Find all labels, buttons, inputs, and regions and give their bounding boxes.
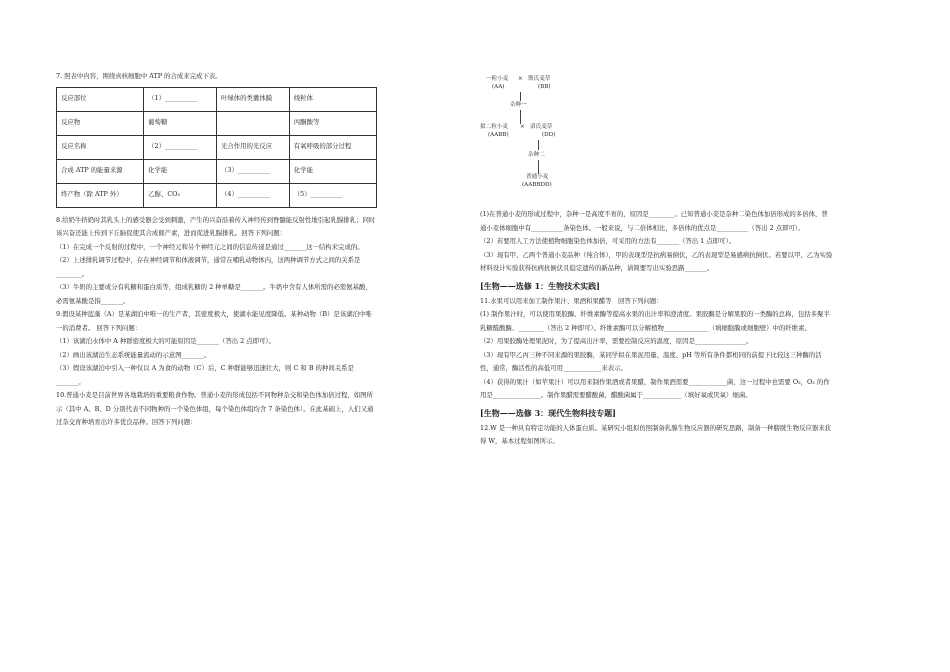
genome-bb: (BB) xyxy=(538,84,551,90)
table-cell: （1）__________ xyxy=(144,87,217,111)
question-11-2: （2）用果胶酶处理果泥时，为了提高出汁率，需要控制反应的温度，原因是________________。 xyxy=(480,337,753,345)
hybrid-one: 杂种一 xyxy=(510,102,527,108)
parent-tetraploid: 拟二粒小麦 xyxy=(480,124,508,130)
arrow-line xyxy=(538,140,539,150)
table-row xyxy=(57,87,377,111)
arrow-line xyxy=(538,160,539,174)
table-cell: 乙醇、CO₂ xyxy=(144,183,217,207)
genome-dd: (DD) xyxy=(542,132,556,138)
hybrid-two: 杂种二 xyxy=(528,152,545,158)
question-8-2: （2）上述排乳调节过程中，存在神经调节和体液调节，通常在哺乳动物体内，这两种调节方式之间的关系是________。 xyxy=(56,256,361,278)
table-cell: 合成 ATP 的能量来源 xyxy=(57,159,144,183)
cross-symbol: × xyxy=(520,124,525,130)
question-9-1: （1）该湖泊水体中 A 种群密度极大的可能原因是_______（答出 2 点即可）。 xyxy=(56,337,275,345)
arrow-line xyxy=(520,92,521,101)
table-cell: 化学能 xyxy=(144,159,217,183)
parent-aegilops-tauschii: 滔氏麦草 xyxy=(530,124,553,130)
genome-aabbdd: (AABBDD) xyxy=(522,182,552,188)
right-column xyxy=(480,68,834,449)
question-11: 11.水果可以用来加工制作果汁、果酒和果醋等 回答下列问题： xyxy=(480,296,663,305)
wheat-formation-diagram xyxy=(480,68,630,208)
genome-aabb: (AABB) xyxy=(488,132,509,138)
atp-table xyxy=(56,87,377,208)
parent-aegilops-speltoides: 斯氏麦草 xyxy=(528,76,551,82)
question-10: 10.普通小麦是目前世界各地栽培的重要粮食作物。普通小麦的形成包括不同物种杂交和染色体加倍过程，如图所示（其中 A、B、D 分别代表不同物种的一个染色体组，每个染色体组均含 7 条染色体）。在此基础上，人们又通过杂交育种培育出许多优良品种。回答下列问题： xyxy=(56,391,374,426)
table-cell: 化学能 xyxy=(289,159,376,183)
genome-aa: (AA) xyxy=(492,84,505,90)
table-cell: 丙酮酸等 xyxy=(289,111,376,135)
table-row xyxy=(57,183,377,207)
table-row xyxy=(57,111,377,135)
table-cell: 反应名称 xyxy=(57,135,144,159)
table-cell: （5）__________ xyxy=(289,183,376,207)
table-cell xyxy=(216,111,289,135)
question-10-2: （2）若要用人工方法使植物细胞染色体加倍，可采用的方法有_______（答出 1 点即可）。 xyxy=(480,237,736,245)
table-cell: （4）__________ xyxy=(216,183,289,207)
table-cell: 光合作用的光反应 xyxy=(216,135,289,159)
question-8-1: （1）在完成一个反射的过程中，一个神经元和另个神经元之间的信息传递是通过_______这一结构来完成的。 xyxy=(56,242,364,251)
left-column xyxy=(56,70,378,430)
table-cell: 反应部位 xyxy=(57,87,144,111)
question-9: 9.假设某种蓝藻（A）是某湖泊中唯一的生产者，其密度极大，使湖水能见度降低。某种动物（B）是该湖泊中唯一的消费者。 回答下列问题： xyxy=(56,310,372,332)
arrow-line xyxy=(520,110,521,124)
section-elective-1: [生物——选修 1：生物技术实践] xyxy=(480,280,600,291)
question-7-intro: 7. 照表中内容，围绕真核细胞中 ATP 的合成来完成下表。 xyxy=(56,72,222,80)
section-elective-3: [生物——选修 3：现代生物科技专题] xyxy=(480,407,616,418)
question-11-3: （3）现有甲乙丙三种不同来源的果胶酶，某同学拟在果泥用量、温度、pH 等所有条件都相同的前提下比较这三种酶的活性，通常，酶活性的高低可用____________来表示。 xyxy=(480,350,822,372)
table-cell: 终产物（除 ATP 外） xyxy=(57,183,144,207)
question-10-3: （3）现有甲、乙两个普通小麦品种（纯合体），甲的表现型是抗病易倒伏，乙的表现型是易感病抗倒伏。若要以甲、乙为实验材料设计实验获得抗病抗倒伏且稳定遗传的新品种，请简要写出实验思路_______。 xyxy=(480,250,833,272)
question-8: 8.给奶牛挤奶时其乳头上的感受器会受到刺激，产生的兴奋沿着传入神经传到脊髓能反射性地引起乳腺排乳；同时该兴奋还能上传到下丘脑促使其合成催产素，进而促进乳腺排乳。回答下列问题： xyxy=(56,215,376,237)
question-12: 12.W 是一种具有特定功能的人体蛋白质。某研究小组拟仿照制备乳腺生物反应器的研究思路，制备一种膀胱生物反应器来获得 W，基本过程如图所示。 xyxy=(480,423,832,445)
table-row xyxy=(57,159,377,183)
question-11-4: （4）获得的果汁（如苹果汁）可以用来制作果酒或者果醋，制作果酒需要____________菌，这一过程中也需要 O₂，O₂ 的作用是_______________。制作果醋需要醋酸菌，醋酸菌属于____________（填好氧或厌氧）细菌。 xyxy=(480,377,830,399)
parent-einkorn: 一粒小麦 xyxy=(486,76,509,82)
table-cell: 有氧呼吸的部分过程 xyxy=(289,135,376,159)
common-wheat: 普通小麦 xyxy=(526,174,549,180)
table-cell: 葡萄糖 xyxy=(144,111,217,135)
question-11-1: (1) 制作果汁时，可以使用果胶酶、纤维素酶等提高水果的出汁率和澄清度。果胶酶是分解果胶的一类酶的总称，包括多聚半乳糖醛酸酶、________（答出 2 种即可）。纤维素酶可以分解植物______________（填细胞膜或细胞壁）中的纤维素。 xyxy=(480,310,830,332)
cross-symbol: × xyxy=(518,76,523,82)
table-row xyxy=(57,135,377,159)
table-cell: （2）__________ xyxy=(144,135,217,159)
table-cell: （3）__________ xyxy=(216,159,289,183)
table-cell: 线粒体 xyxy=(289,87,376,111)
question-8-3: （3）牛奶的主要成分有乳糖和蛋白质等，组成乳糖的 2 种单糖是_______。牛奶中含有人体所需的必需氨基酸，必需氨基酸是指_______。 xyxy=(56,283,372,305)
table-cell: 叶绿体的类囊体膜 xyxy=(216,87,289,111)
question-9-2: （2）画出该湖泊生态系统能量流动的示意图_______。 xyxy=(56,350,211,359)
table-cell: 反应物 xyxy=(57,111,144,135)
question-10-1: (1)在普通小麦的形成过程中，杂种一是高度不育的，原因是________。已知普通小麦是杂种二染色体加倍形成的多倍体，普通小麦体细胞中有__________条染色体。一般来说，与二倍体相比，多倍体的优点是__________（答出 2 点即可）。 xyxy=(480,210,828,232)
question-9-3: （3）假设该湖泊中引入一种仅以 A 为食的动物（C）后，C 种群能够迅速壮大，则 C 和 B 的种间关系是_______。 xyxy=(56,364,354,386)
